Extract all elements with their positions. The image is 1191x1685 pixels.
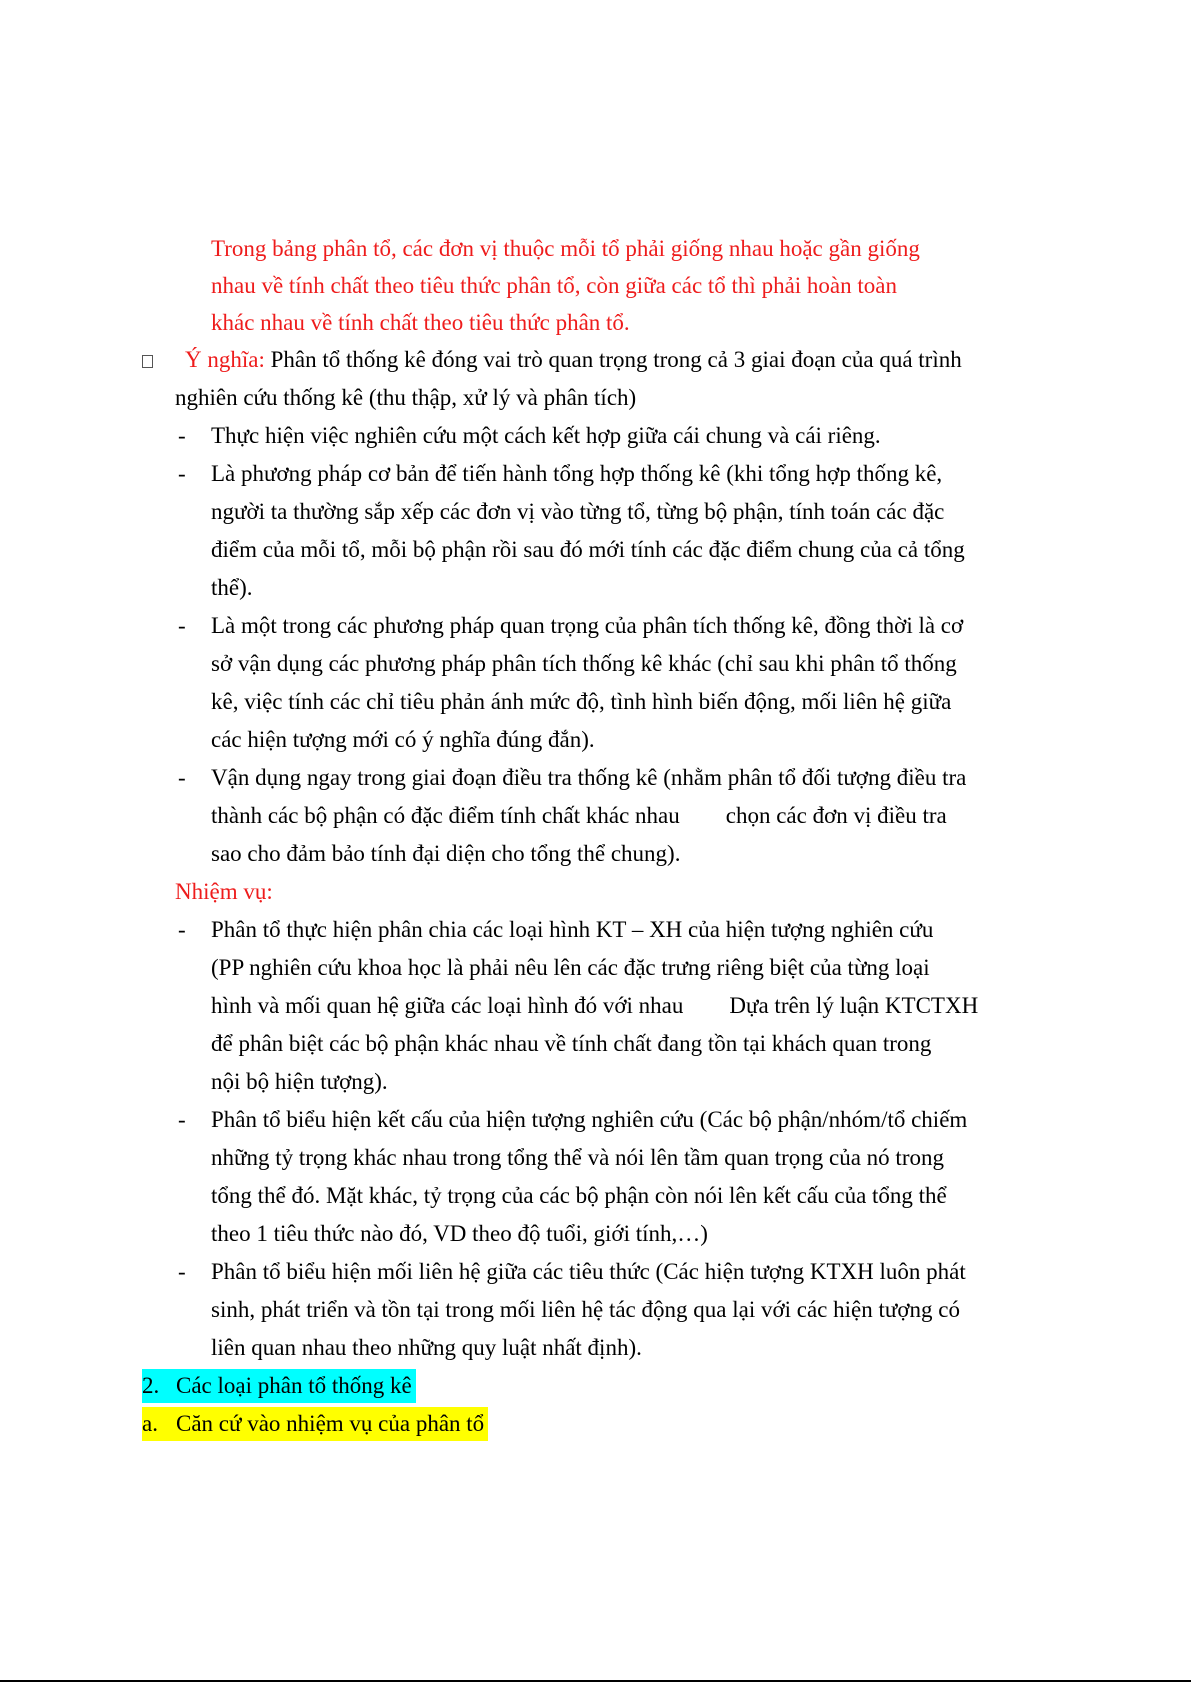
task-item-1-line-3 (211, 988, 978, 1024)
meaning-item-3-line-2: sở vận dụng các phương pháp phân tích thống kê khác (chỉ sau khi phân tổ thống (211, 651, 957, 676)
page-bottom-rule (0, 1680, 1191, 1682)
task-item-2-line-4: theo 1 tiêu thức nào đó, VD theo độ tuổi, giới tính,…) (211, 1221, 708, 1246)
meaning-item-4-line-2-part-2: chọn các đơn vị điều tra (725, 803, 947, 828)
meaning-line-1 (185, 342, 962, 378)
task-item-1-line-3-part-2: Dựa trên lý luận KTCTXH (729, 993, 979, 1018)
meaning-item-3-line-1: Là một trong các phương pháp quan trọng của phân tích thống kê, đồng thời là cơ (211, 613, 964, 638)
task-item-3-line-2: sinh, phát triển và tồn tại trong mối liên hệ tác động qua lại với các hiện tượng có (211, 1297, 960, 1322)
meaning-item-3-line-4: các hiện tượng mới có ý nghĩa đúng đắn). (211, 727, 595, 752)
task-item-1-line-5: nội bộ hiện tượng). (211, 1069, 388, 1094)
dash-marker: - (178, 613, 186, 638)
dash-marker: - (178, 1107, 186, 1132)
dash-marker: - (178, 423, 186, 448)
task-item-1-line-1: Phân tổ thực hiện phân chia các loại hình KT – XH của hiện tượng nghiên cứu (211, 917, 934, 942)
tasks-label: Nhiệm vụ: (175, 879, 273, 904)
meaning-label: Ý nghĩa: (185, 347, 265, 372)
meaning-line-2: nghiên cứu thống kê (thu thập, xử lý và phân tích) (175, 385, 637, 410)
dash-marker: - (178, 1259, 186, 1284)
dash-marker: - (178, 461, 186, 486)
meaning-item-4-line-1: Vận dụng ngay trong giai đoạn điều tra thống kê (nhằm phân tổ đối tượng điều tra (211, 765, 967, 790)
task-item-2-line-2: những tỷ trọng khác nhau trong tổng thể và nói lên tầm quan trọng của nó trong (211, 1145, 944, 1170)
section-2-number: 2. (142, 1373, 160, 1398)
square-bullet-icon (142, 355, 153, 368)
meaning-item-2-line-2: người ta thường sắp xếp các đơn vị vào từng tổ, từng bộ phận, tính toán các đặc (211, 499, 945, 524)
meaning-item-2-line-1: Là phương pháp cơ bản để tiến hành tổng hợp thống kê (khi tổng hợp thống kê, (211, 461, 943, 486)
section-a-heading (142, 1407, 488, 1441)
task-item-1-line-4: để phân biệt các bộ phận khác nhau về tính chất đang tồn tại khách quan trong (211, 1031, 932, 1056)
task-item-3-line-1: Phân tổ biểu hiện mối liên hệ giữa các tiêu thức (Các hiện tượng KTXH luôn phát (211, 1259, 966, 1284)
task-item-1-line-3-part-1: hình và mối quan hệ giữa các loại hình đó với nhau (211, 993, 684, 1018)
dash-marker: - (178, 765, 186, 790)
meaning-item-3-line-3: kê, việc tính các chỉ tiêu phản ánh mức độ, tình hình biến động, mối liên hệ giữa (211, 689, 952, 714)
meaning-item-2-line-3: điểm của mỗi tổ, mỗi bộ phận rồi sau đó mới tính các đặc điểm chung của cả tổng (211, 537, 965, 562)
definition-line-1: Trong bảng phân tổ, các đơn vị thuộc mỗi tổ phải giống nhau hoặc gần giống (211, 236, 920, 261)
section-a-title: Căn cứ vào nhiệm vụ của phân tổ (176, 1411, 485, 1436)
meaning-item-4-line-2-part-1: thành các bộ phận có đặc điểm tính chất khác nhau (211, 803, 680, 828)
meaning-item-4-line-2 (211, 798, 947, 834)
meaning-text-1: Phân tổ thống kê đóng vai trò quan trọng trong cả 3 giai đoạn của quá trình (270, 347, 962, 372)
definition-line-3: khác nhau về tính chất theo tiêu thức phân tổ. (211, 310, 630, 335)
section-2-heading (142, 1369, 416, 1403)
meaning-item-4-line-3: sao cho đảm bảo tính đại diện cho tổng thể chung). (211, 841, 681, 866)
task-item-2-line-1: Phân tổ biểu hiện kết cấu của hiện tượng nghiên cứu (Các bộ phận/nhóm/tổ chiếm (211, 1107, 968, 1132)
meaning-item-2-line-4: thể). (211, 575, 253, 600)
task-item-1-line-2: (PP nghiên cứu khoa học là phải nêu lên các đặc trưng riêng biệt của từng loại (211, 955, 930, 980)
meaning-item-1-line-1: Thực hiện việc nghiên cứu một cách kết hợp giữa cái chung và cái riêng. (211, 423, 881, 448)
task-item-2-line-3: tổng thể đó. Mặt khác, tỷ trọng của các bộ phận còn nói lên kết cấu của tổng thể (211, 1183, 947, 1208)
task-item-3-line-3: liên quan nhau theo những quy luật nhất định). (211, 1335, 642, 1360)
section-2-title: Các loại phân tổ thống kê (176, 1373, 412, 1398)
section-a-number: a. (142, 1411, 158, 1436)
dash-marker: - (178, 917, 186, 942)
definition-line-2: nhau về tính chất theo tiêu thức phân tổ, còn giữa các tổ thì phải hoàn toàn (211, 273, 897, 298)
